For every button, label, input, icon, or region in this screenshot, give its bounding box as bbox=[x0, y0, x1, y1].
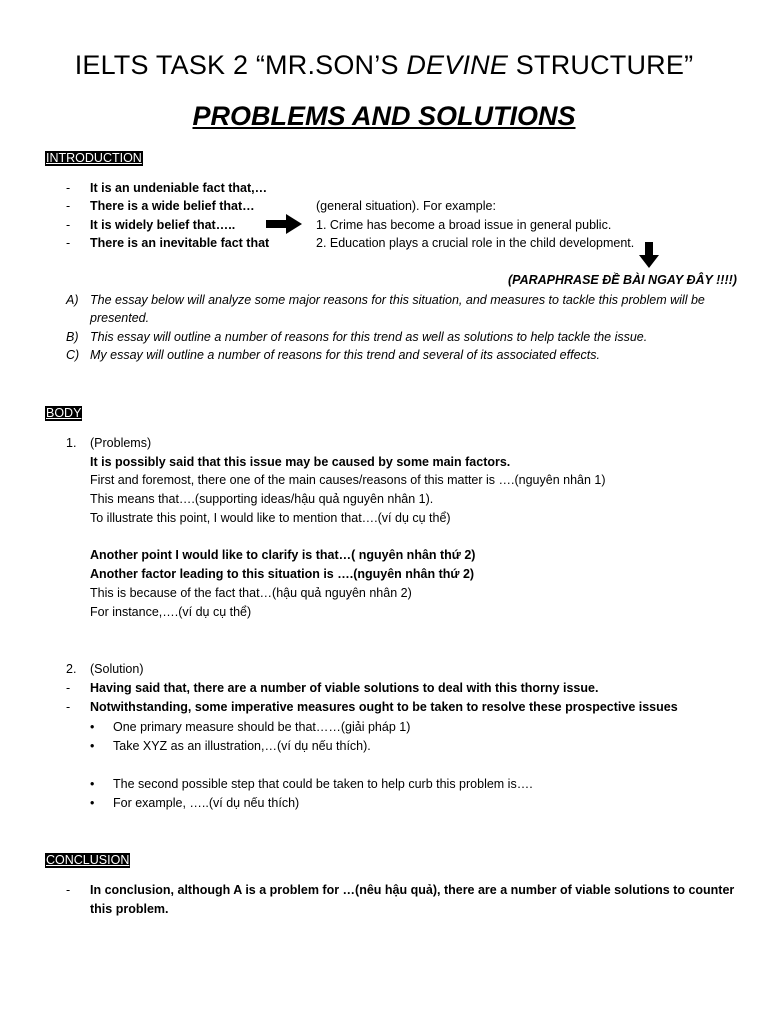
intro-situation-line-3: 2. Education plays a crucial role in the child development. bbox=[316, 236, 635, 250]
page-title: IELTS TASK 2 “MR.SON’S DEVINE STRUCTURE” bbox=[74, 50, 694, 80]
option-marker-c: C) bbox=[66, 348, 80, 362]
intro-opener-1: It is an undeniable fact that,… bbox=[90, 181, 268, 195]
problems-line-4: To illustrate this point, I would like to mention that….(ví dụ cụ thể) bbox=[90, 511, 451, 525]
problems-line-6: Another factor leading to this situation is ….(nguyên nhân thứ 2) bbox=[90, 567, 475, 581]
solution-bullet-2: Take XYZ as an illustration,…(ví dụ nếu thích). bbox=[113, 739, 371, 753]
solution-bullet-1: One primary measure should be that……(giải pháp 1) bbox=[113, 720, 411, 734]
problems-line-1: It is possibly said that this issue may be caused by some main factors. bbox=[90, 455, 511, 469]
section-label-introduction: INTRODUCTION bbox=[46, 151, 142, 165]
solution-heading: (Solution) bbox=[90, 662, 144, 676]
intro-situation-line-2: 1. Crime has become a broad issue in general public. bbox=[316, 218, 612, 232]
bullet-marker: • bbox=[90, 796, 95, 810]
intro-situation-line-1: (general situation). For example: bbox=[316, 199, 496, 213]
arrow-right-icon bbox=[266, 214, 302, 234]
dash-marker: - bbox=[66, 218, 71, 232]
intro-option-b: This essay will outline a number of reasons for this trend as well as solutions to help tackle the issue. bbox=[90, 330, 648, 344]
bullet-marker: • bbox=[90, 720, 95, 734]
problems-line-7: This is because of the fact that…(hậu quả nguyên nhân 2) bbox=[90, 586, 412, 600]
solution-bullet-4: For example, …..(ví dụ nếu thích) bbox=[113, 796, 300, 810]
dash-marker: - bbox=[66, 883, 71, 897]
dash-marker: - bbox=[66, 199, 71, 213]
intro-opener-3: It is widely belief that….. bbox=[90, 218, 236, 232]
problems-line-8: For instance,….(ví dụ cụ thể) bbox=[90, 605, 252, 619]
dash-marker: - bbox=[66, 681, 71, 695]
dash-marker: - bbox=[66, 236, 71, 250]
page-subtitle: PROBLEMS AND SOLUTIONS bbox=[192, 101, 576, 131]
list-number-1: 1. bbox=[66, 436, 77, 450]
dash-marker: - bbox=[66, 181, 71, 195]
bullet-marker: • bbox=[90, 777, 95, 791]
problems-heading: (Problems) bbox=[90, 436, 152, 450]
intro-option-a-continued: presented. bbox=[90, 311, 150, 325]
option-marker-b: B) bbox=[66, 330, 79, 344]
intro-option-c: My essay will outline a number of reasons for this trend and several of its associated effects. bbox=[90, 348, 600, 362]
conclusion-line-1: In conclusion, although A is a problem for …(nêu hậu quả), there are a number of viable solutions to counter bbox=[90, 883, 735, 897]
section-label-body: BODY bbox=[46, 406, 82, 420]
problems-line-3: This means that….(supporting ideas/hậu quả nguyên nhân 1). bbox=[90, 492, 434, 506]
solution-line-1: Having said that, there are a number of viable solutions to deal with this thorny issue. bbox=[90, 681, 599, 695]
intro-opener-2: There is a wide belief that… bbox=[90, 199, 255, 213]
list-number-2: 2. bbox=[66, 662, 77, 676]
solution-line-2: Notwithstanding, some imperative measures ought to be taken to resolve these prospective issues bbox=[90, 700, 678, 714]
intro-option-a: The essay below will analyze some major reasons for this situation, and measures to tackle this problem will be bbox=[90, 293, 705, 307]
problems-line-2: First and foremost, there one of the main causes/reasons of this matter is ….(nguyên nhân 1) bbox=[90, 473, 606, 487]
dash-marker: - bbox=[66, 700, 71, 714]
option-marker-a: A) bbox=[66, 293, 79, 307]
intro-opener-4: There is an inevitable fact that bbox=[90, 236, 270, 250]
bullet-marker: • bbox=[90, 739, 95, 753]
arrow-down-icon bbox=[639, 242, 659, 268]
solution-bullet-3: The second possible step that could be taken to help curb this problem is…. bbox=[113, 777, 533, 791]
paraphrase-note: (PARAPHRASE ĐỀ BÀI NGAY ĐÂY !!!!) bbox=[508, 273, 737, 287]
conclusion-line-2: this problem. bbox=[90, 902, 169, 916]
section-label-conclusion: CONCLUSION bbox=[46, 853, 130, 867]
problems-line-5: Another point I would like to clarify is that…( nguyên nhân thứ 2) bbox=[90, 548, 476, 562]
